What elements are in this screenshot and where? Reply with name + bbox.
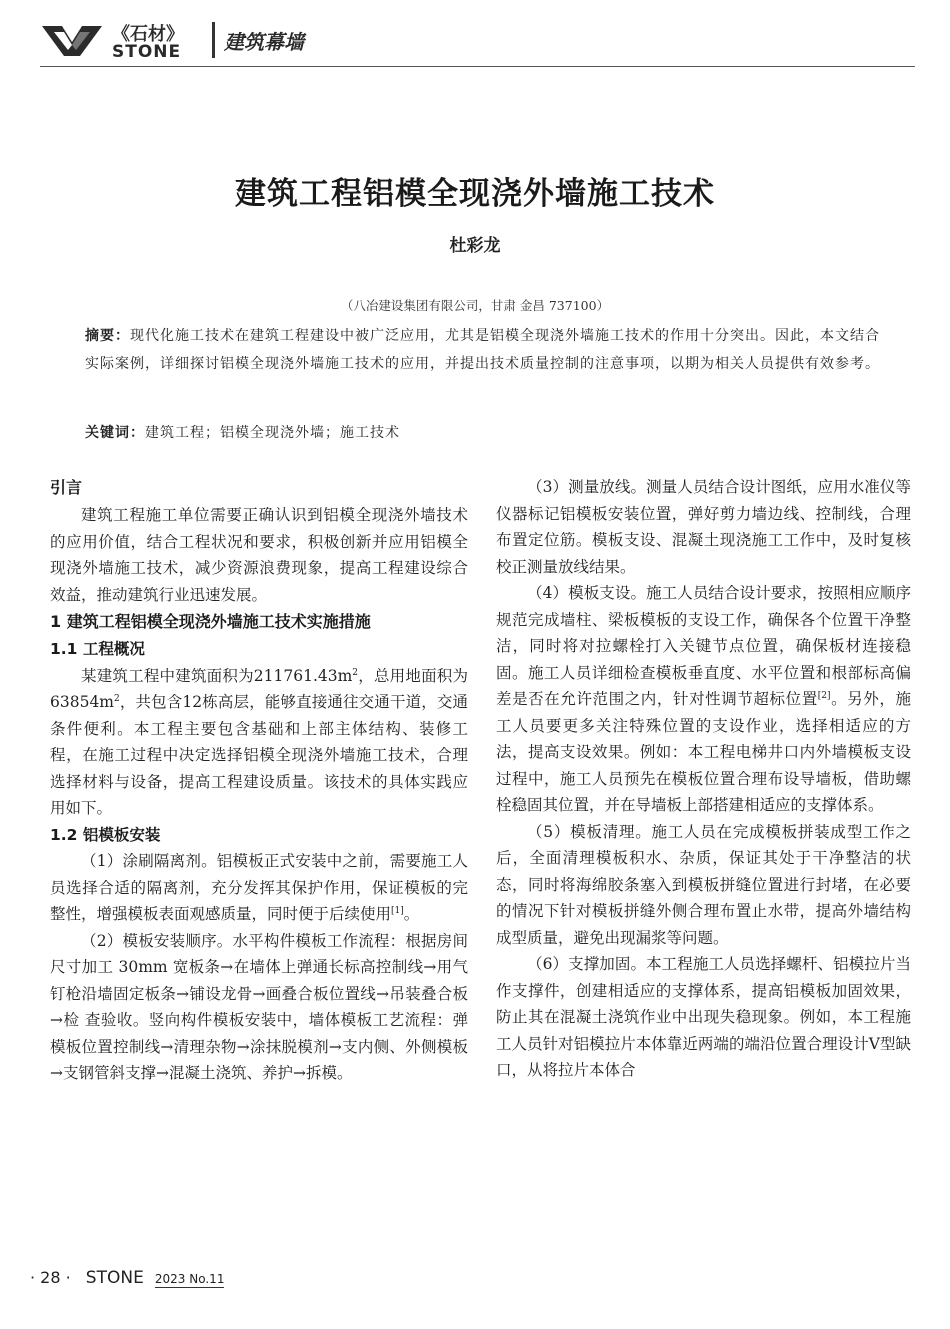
intro-heading: 引言 [50, 478, 83, 497]
journal-brand-cn: 《石材》 [112, 24, 184, 45]
article-title: 建筑工程铝模全现浇外墙施工技术 [235, 176, 715, 212]
article-affiliation: （八冶建设集团有限公司，甘肃 金昌 737100） [340, 298, 610, 313]
item-2-paragraph: （2）模板安装顺序。水平构件模板工作流程：根据房间尺寸加工 30mm 宽板条→在墙体上弹通长标高控制线→用气钉枪沿墙固定板条→铺设龙骨→画叠合板位置线→吊装叠合板→检 查验收。竖向构件模板安装中，墙体模板工艺流程：弹模板位置控制线→清理杂物→涂抹脱模剂→支内侧、外侧模板→支钢管斜支撑→混凝土浇筑、养护→拆模。 [50, 931, 468, 1082]
page-footer [30, 1268, 224, 1288]
abstract-text: 现代化施工技术在建筑工程建设中被广泛应用，尤其是铝模全现浇外墙施工技术的作用十分突出。因此，本文结合实际案例，详细探讨铝模全现浇外墙施工技术的应用，并提出技术质量控制的注意事项，以期为相关人员提供有效参考。 [85, 328, 880, 372]
section-1-1-heading: 1.1 工程概况 [50, 640, 145, 658]
journal-header [40, 14, 915, 66]
item-5-paragraph: （5）模板清理。施工人员在完成模板拼装成型工作之后，全面清理模板积水、杂质，保证其处于干净整洁的状态，同时将海绵胶条塞入到模板拼缝位置进行封堵，在必要的情况下针对模板拼缝外侧合理布置止水带，提高外墙结构成型质量，避免出现漏浆等问题。 [496, 822, 911, 947]
abstract-label: 摘要： [85, 328, 130, 344]
keywords-label: 关键词： [85, 425, 145, 441]
item-1-paragraph: （1）涂刷隔离剂。铝模板正式安装中之前，需要施工人员选择合适的隔离剂，充分发挥其保护作用，保证模板的完整性，增强模板表面观感质量，同时便于后续使用[1]。 [50, 852, 468, 923]
journal-brand-en: STONE [112, 42, 182, 62]
section-1-1-paragraph: 某建筑工程中建筑面积为$211761.43m^2$，总用地面积为$63854m^2$，共包含12栋高层，能够直接通往交通干道，交通条件便利。本工程主要包含基础和上部主体结构、装修工程，在施工过程中决定选择铝模全现浇外墙施工技术，合理选择材料与设备，提高工程建设质量。该技术的具体实践应用如下。 [50, 666, 468, 817]
page-number: · 28 · [30, 1268, 71, 1287]
section-1-heading: 1 建筑工程铝模全现浇外墙施工技术实施措施 [50, 612, 371, 631]
keywords [85, 419, 885, 447]
right-column [496, 474, 911, 1084]
item-3-paragraph: （3）测量放线。测量人员结合设计图纸，应用水准仪等仪器标记铝模板安装位置，弹好剪力墙边线、控制线，合理布置定位筋。模板支设、混凝土现浇施工工作中，及时复核校正测量放线结果。 [496, 478, 911, 576]
stone-logo-icon [40, 18, 104, 58]
footer-issue: 2023 No.11 [154, 1272, 225, 1286]
header-rule [40, 66, 915, 67]
article-author: 杜彩龙 [449, 236, 501, 256]
left-column [50, 474, 468, 1087]
section-1-2-heading: 1.2 铝模板安装 [50, 825, 161, 844]
citation-2: [2] [817, 690, 831, 701]
item-4-paragraph: （4）模板支设。施工人员结合设计要求，按照相应顺序规范完成墙柱、梁板模板的支设工作，确保各个位置干净整洁，同时将对拉螺栓打入关键节点位置，确保板材连接稳固。施工人员详细检查模板垂直度、水平位置和根部标高偏差是否在允许范围之内，针对性调节超标位置[2]。另外，施工人员要更多关注特殊位置的支设作业，选择相适应的方法，提高支设效果。例如：本工程电梯井口内外墙模板支设过程中，施工人员预先在模板位置合理布设导墙板，借助螺栓稳固其位置，并在导墙板上部搭建相适应的支撑体系。 [496, 584, 911, 814]
footer-publication: STONE [85, 1268, 144, 1288]
header-divider [212, 22, 215, 58]
item-6-paragraph: （6）支撑加固。本工程施工人员选择螺杆、铝模拉片当作支撑件，创建相适应的支撑体系，提高铝模板加固效果，防止其在混凝土浇筑作业中出现失稳现象。例如，本工程施工人员针对铝模拉片本体靠近两端的端沿位置合理设计V型缺口，从将拉片本体合 [496, 955, 911, 1079]
section-tag: 建筑幕墙 [224, 30, 304, 54]
citation-1: [1] [391, 905, 404, 916]
intro-paragraph: 建筑工程施工单位需要正确认识到铝模全现浇外墙技术的应用价值，结合工程状况和要求，积极创新并应用铝模全现浇外墙施工技术，减少资源浪费现象，提高工程建设综合效益，推动建筑行业迅速发展。 [50, 506, 468, 604]
abstract [85, 322, 885, 378]
keywords-text: 建筑工程；铝模全现浇外墙；施工技术 [145, 425, 400, 441]
